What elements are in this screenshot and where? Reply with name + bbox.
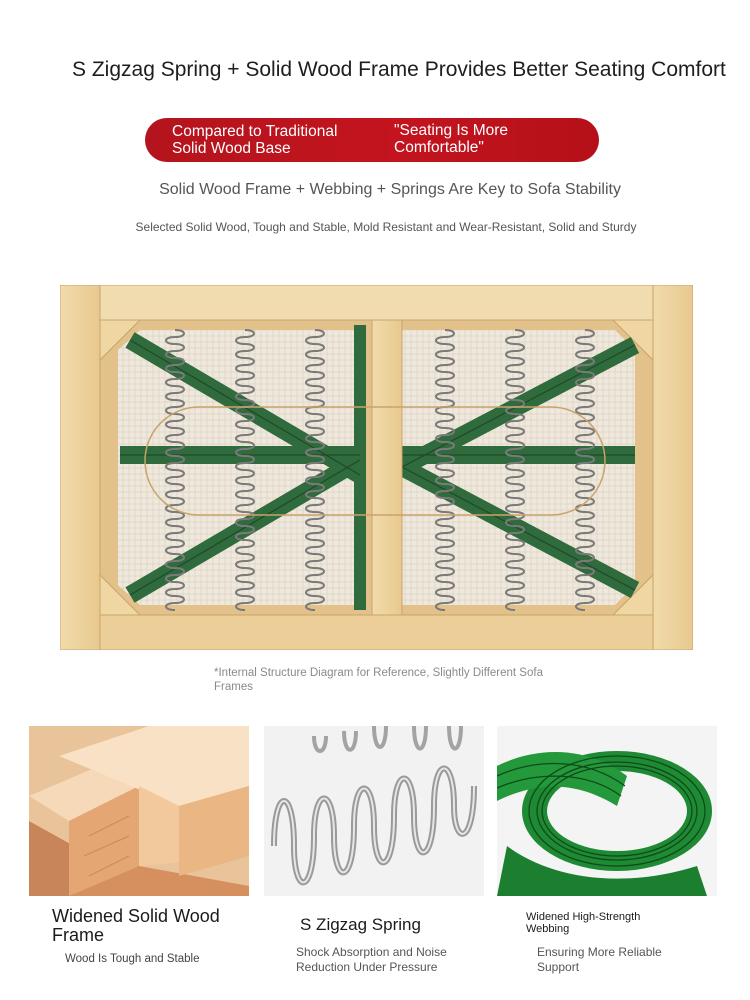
spring-photo	[264, 726, 484, 896]
feature-desc-spring: Shock Absorption and Noise Reduction Under Pressure	[296, 945, 447, 974]
feature-title-spring: S Zigzag Spring	[300, 915, 421, 934]
sofa-frame-diagram	[60, 285, 693, 650]
diagram-note: *Internal Structure Diagram for Reference, Slightly Different Sofa Frames	[214, 667, 543, 693]
page-title: S Zigzag Spring + Solid Wood Frame Provides Better Seating Comfort	[72, 58, 726, 81]
feature-title-wood-frame: Widened Solid Wood Frame	[52, 906, 220, 945]
feature-desc-wood-frame: Wood Is Tough and Stable	[65, 953, 200, 965]
comparison-banner	[145, 118, 599, 162]
wood-block-photo	[29, 726, 249, 896]
zigzag-spring	[576, 330, 594, 610]
feature-title-webbing: Widened High-Strength Webbing	[526, 911, 641, 935]
section-tagline: Selected Solid Wood, Tough and Stable, Mold Resistant and Wear-Resistant, Solid and Sturdy	[135, 220, 637, 234]
zigzag-spring	[506, 330, 524, 610]
zigzag-spring	[436, 330, 454, 610]
zigzag-spring	[166, 330, 184, 610]
section-subtitle: Solid Wood Frame + Webbing + Springs Are Key to Sofa Stability	[159, 181, 621, 198]
banner-left-text: Compared to Traditional Solid Wood Base	[172, 123, 338, 157]
banner-right-text: "Seating Is More Comfortable"	[394, 122, 509, 156]
webbing-roll-photo	[497, 726, 717, 896]
feature-desc-webbing: Ensuring More Reliable Support	[537, 945, 662, 974]
zigzag-spring	[236, 330, 254, 610]
zigzag-spring	[306, 330, 324, 610]
